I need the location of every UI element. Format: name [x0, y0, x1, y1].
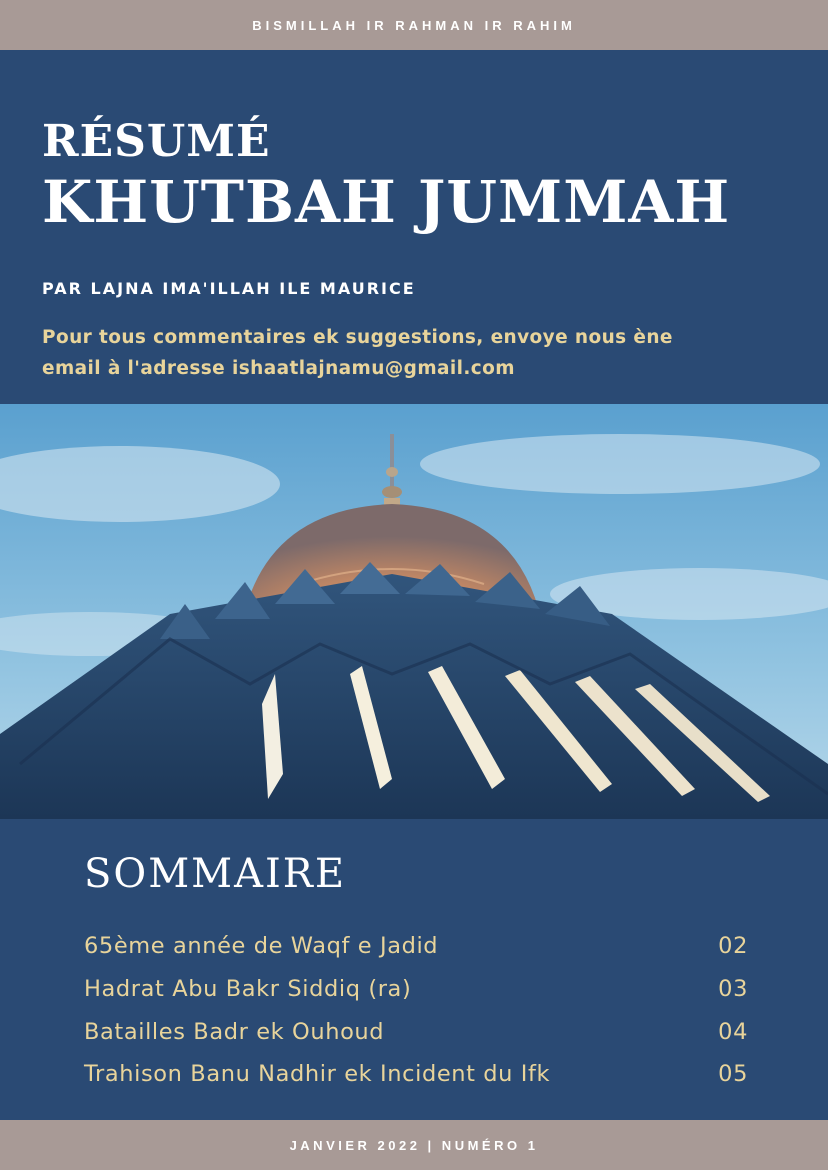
title-resume: RÉSUMÉ [42, 116, 271, 167]
summary-section [0, 819, 828, 1120]
toc-item-label: Trahison Banu Nadhir ek Incident du Ifk [84, 1061, 551, 1087]
issue-date-text: JANVIER 2022 | NUMÉRO 1 [289, 1137, 539, 1153]
contact-line-2: email à l'adresse ishaatlajnamu@gmail.com [42, 358, 515, 379]
contact-text [42, 322, 802, 384]
title-khutbah-jummah: KHUTBAH JUMMAH [42, 168, 731, 236]
header-section [0, 50, 828, 404]
toc-item [84, 972, 748, 1006]
mosque-illustration [0, 404, 828, 819]
toc-item [84, 1015, 748, 1049]
toc-item-page: 04 [718, 1019, 748, 1045]
byline: PAR LAJNA IMA'ILLAH ILE MAURICE [42, 279, 416, 298]
toc-item [84, 1057, 748, 1091]
toc-item-label: 65ème année de Waqf e Jadid [84, 933, 439, 959]
summary-title: SOMMAIRE [84, 851, 347, 897]
bismillah-text: BISMILLAH IR RAHMAN IR RAHIM [252, 17, 576, 33]
toc-item-label: Hadrat Abu Bakr Siddiq (ra) [84, 976, 412, 1002]
bottom-banner [0, 1120, 828, 1170]
top-banner [0, 0, 828, 50]
toc-item-page: 03 [718, 976, 748, 1002]
contact-line-1: Pour tous commentaires ek suggestions, envoye nous ène [42, 327, 673, 348]
mosque-dome-photo [0, 404, 828, 819]
toc-item-label: Batailles Badr ek Ouhoud [84, 1019, 385, 1045]
toc-item [84, 929, 748, 963]
toc-item-page: 05 [718, 1061, 748, 1087]
toc-item-page: 02 [718, 933, 748, 959]
